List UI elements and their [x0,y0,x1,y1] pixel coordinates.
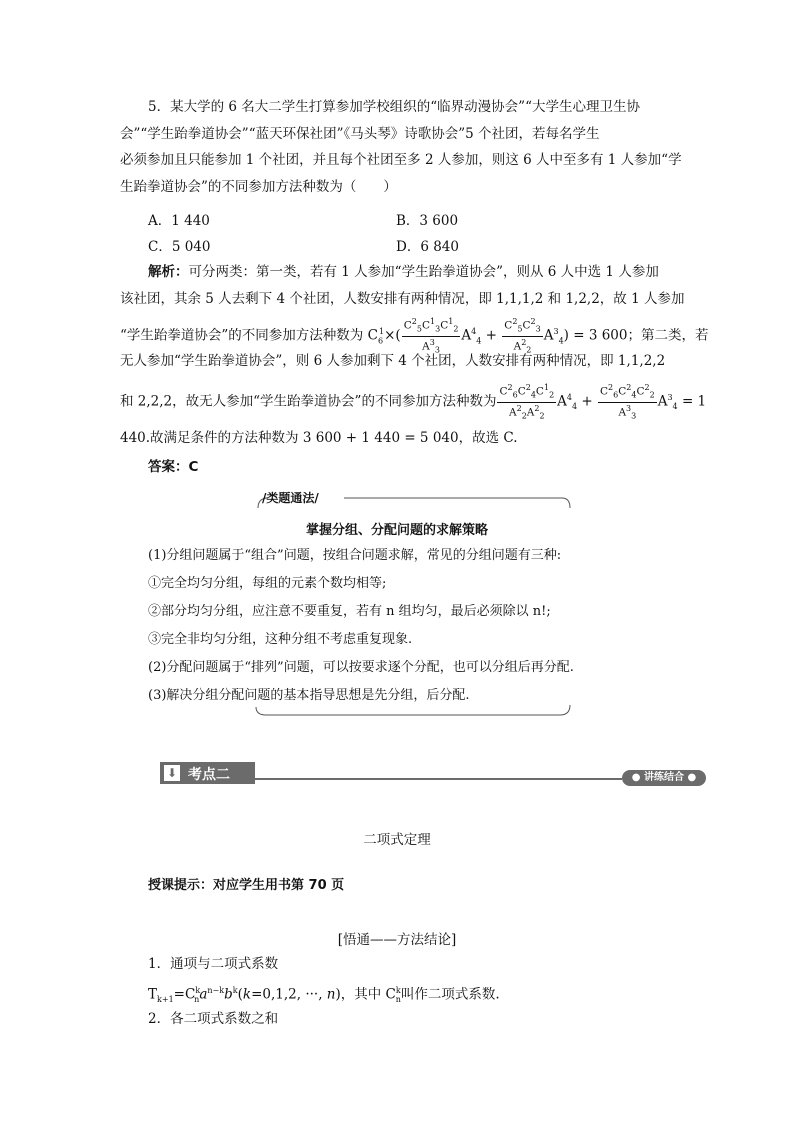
solution-text-1: 可分两类：第一类，若有 1 人参加“学生跆拳道协会”，则从 6 人中选 1 人参加 [188,264,659,280]
formula-text: ，其中 C [340,986,396,1003]
solution-line-3: “学生跆拳道协会”的不同参加方法种数为 $C_6^1\times$( $\frac{C^2_5C^1_3C^1_2}{A^3_3}$ $A^4_4$ + $\frac{C^2_5C^2_3}{A^2_2}$ $A^3_4) = 3$ 600；第二类，若 [120,317,709,355]
solution-line-1 [148,262,704,282]
solution-line-6: 440.故满足条件的方法种数为 3 600 + 1 440 = 5 040，故选 C. [120,430,518,446]
lesson-hint: 授课提示：对应学生用书第 70 页 [148,878,345,893]
item-1: 1．通项与二项式系数 [148,956,279,972]
subhead: [悟通——方法结论] [337,932,457,948]
practice-badge: ● 讲练结合 ● [622,770,706,786]
question-line-3: 必须参加且只能参加 1 个社团，并且每个社团至多 2 人参加，则这 6 人中至多有 1 人参加“学 [120,152,682,168]
question-line-2: 会”“学生跆拳道协会”“蓝天环保社团”《马头琴》诗歌协会”5 个社团，若每名学生 [120,126,600,142]
solution-label: 解析： [148,264,189,280]
item-2: 2．各二项式系数之和 [148,1011,279,1027]
question-line-4: 生跆拳道协会”的不同参加方法种数为（ ） [120,179,397,195]
fraction-2: $\frac{C^2_5C^2_3}{A^2_2}$ [504,317,541,355]
option-d: D．6 840 [396,239,459,255]
solution-line-5: 和 2,2,2，故无人参加“学生跆拳道协会”的不同参加方法种数为 $\frac{C^2_6C^2_4C^1_2}{A^2_2A^2_2}$ $A^4_4$ + $\frac{C^2_6C^2_4C^2_2}{A^3_3}$ $A^3_4 = 1$ [120,382,707,421]
solution-line-3-text: “学生跆拳道协会”的不同参加方法种数为 C [120,327,378,344]
option-b: B．3 600 [396,213,459,229]
solution-line-2: 该社团，其余 5 人去剩下 4 个社团，人数安排有两种情况，即 1,1,1,2 和 1,2,2，故 1 人参加 [120,291,685,307]
fraction-4: $\frac{C^2_6C^2_4C^2_2}{A^3_3}$ [600,382,655,421]
option-c: C．5 040 [148,239,211,255]
method-line-6: (3)解决分组分配问题的基本指导思想是先分组，后分配. [148,688,470,703]
method-title: 掌握分组、分配问题的求解策略 [305,523,488,538]
question-line-1: 5．某大学的 6 名大二学生打算参加学校组织的“临界动漫协会”“大学生心理卫生协 [148,99,640,115]
method-tag [262,489,319,506]
fraction-3: $\frac{C^2_6C^2_4C^1_2}{A^2_2A^2_2}$ [499,382,555,421]
section-title: 二项式定理 [363,832,431,848]
method-tag-text: 类题通法 [266,491,315,505]
answer: 答案：C [148,459,199,475]
method-line-2: ①完全均匀分组，每组的元素个数均相等; [148,576,387,591]
slash-right-icon: / [314,491,319,505]
formula-tail: 叫作二项式系数. [400,986,500,1003]
fraction-1: $\frac{C^2_5C^1_3C^1_2}{A^3_3}$ [403,317,459,355]
solution-line-3-tail: ) = 3 600；第二类，若 [563,327,709,344]
method-line-1: (1)分组问题属于“组合”问题，按组合问题求解，常见的分组问题有三种: [148,548,562,563]
method-line-5: (2)分配问题属于“排列”问题，可以按要求逐个分配，也可以分组后再分配. [148,660,574,675]
solution-line-5-text: 和 2,2,2，故无人参加“学生跆拳道协会”的不同参加方法种数为 [120,393,497,410]
option-a: A．1 440 [148,213,210,229]
section-tag-text: 考点二 [188,767,230,783]
arrow-down-icon: ⬇ [164,765,180,781]
section-tag [160,762,255,784]
method-line-4: ③完全非均匀分组，这种分组不考虑重复现象. [148,632,413,647]
binomial-formula: $T_{k+1}=C^k_na^{n-k}b^k(k=0,1,2$, ···, n)，其中 $C^k_n$叫作二项式系数. [148,986,500,1005]
solution-line-4: 无人参加“学生跆拳道协会”，则 6 人参加剩下 4 个社团，人数安排有两种情况，即 1,1,2,2 [120,353,666,369]
method-line-3: ②部分均匀分组，应注意不要重复，若有 n 组均匀，最后必须除以 n!; [148,604,551,619]
section-rule [255,778,622,780]
slash-left-icon: / [262,491,267,505]
solution-line-5-tail: = 1 [681,393,707,410]
